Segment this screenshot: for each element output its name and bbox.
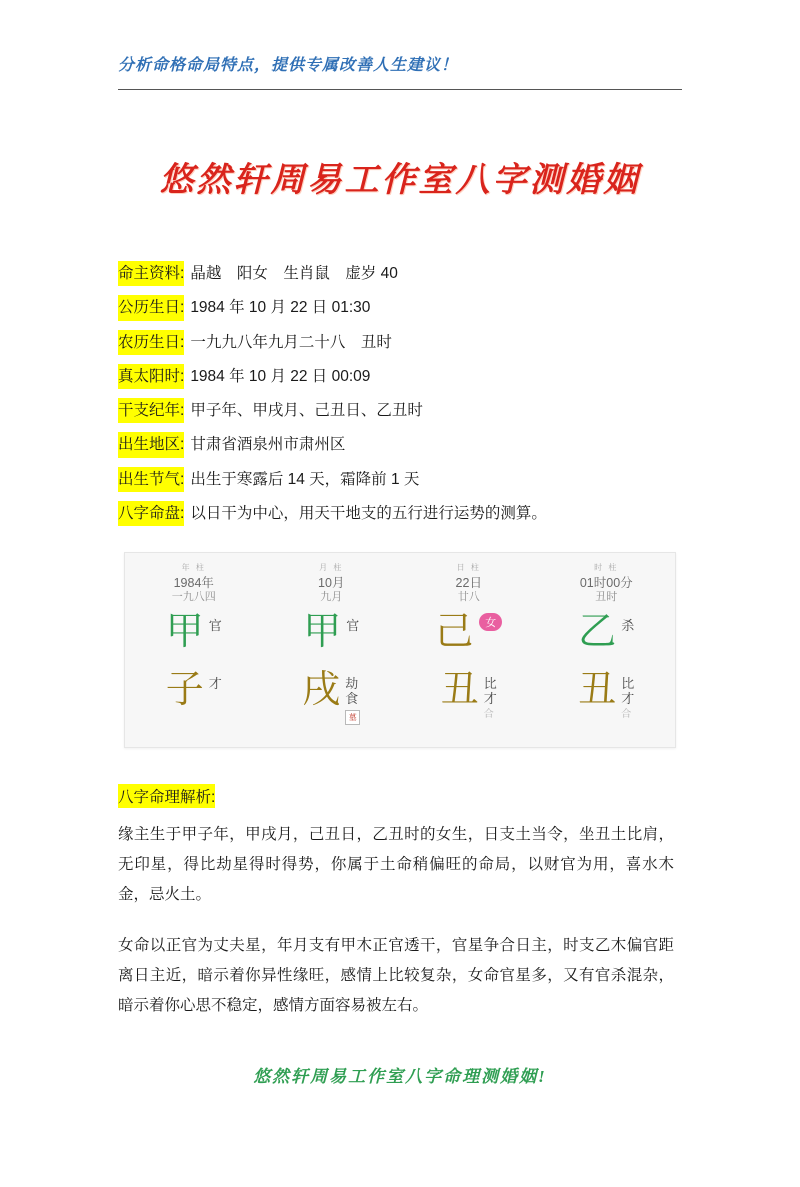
- stem-glyph: 甲: [165, 610, 204, 653]
- pillar-date: [318, 576, 344, 605]
- info-row: [118, 501, 688, 526]
- info-row: [118, 364, 688, 389]
- pillar-date-main: 1984年: [173, 575, 214, 590]
- info-value: 晶越 阳女 生肖鼠 虚岁 40: [190, 265, 398, 282]
- title-area: [0, 152, 800, 201]
- branch-tags: [484, 671, 497, 720]
- branch-tag: 食: [345, 690, 359, 706]
- branch-glyph: 子: [165, 668, 204, 711]
- info-label: 干支纪年:: [118, 398, 184, 423]
- info-value: 甘肃省酒泉州市肃州区: [190, 436, 346, 454]
- stem-tag: 杀: [621, 617, 635, 633]
- pillar-hour: [538, 553, 676, 747]
- pillar-branch-row: [440, 668, 497, 721]
- header-tagline: 分析命格命局特点，提供专属改善人生建议！: [118, 57, 459, 74]
- pillar-stem-row: [165, 610, 222, 663]
- branch-tag: 才: [208, 675, 222, 691]
- stem-glyph: 甲: [303, 610, 342, 653]
- info-row: [118, 398, 688, 423]
- branch-glyph: 戌: [302, 668, 341, 711]
- info-label: 真太阳时:: [118, 364, 184, 389]
- branch-note: 合: [621, 708, 632, 720]
- pillar-caption: 年 柱: [181, 563, 206, 572]
- info-row: [118, 295, 688, 320]
- branch-box: 墓: [345, 710, 360, 725]
- pillar-date-sub: 廿八: [457, 591, 480, 604]
- pillar-caption: 日 柱: [456, 563, 481, 572]
- page-title: 悠然轩周易工作室八字测婚姻: [159, 162, 641, 199]
- pillar-caption: 时 柱: [594, 563, 619, 572]
- header-divider: [118, 89, 682, 90]
- branch-glyph: 丑: [440, 668, 479, 711]
- bazi-chart-panel: [124, 552, 676, 748]
- info-label: 出生节气:: [118, 467, 184, 492]
- pillar-date-sub: 九月: [320, 591, 343, 604]
- pillar-caption: 月 柱: [319, 563, 344, 572]
- info-label: 八字命盘:: [118, 501, 184, 526]
- pillar-branch-row: [578, 668, 635, 721]
- analysis-paragraph: 缘主生于甲子年，甲戌月，己丑日，乙丑时的女生，日支土当令，坐丑土比肩，无印星，得比劫星得时得势，你属于土命稍偏旺的命局，以财官为用，喜水木金，忌火土。: [118, 826, 674, 904]
- info-value: 一九九八年九月二十八 丑时: [190, 333, 392, 351]
- gender-badge: 女: [479, 613, 502, 631]
- pillar-stem-row: [578, 610, 635, 663]
- info-row: [118, 432, 688, 457]
- pillar-branch-row: [302, 668, 360, 722]
- footer-area: [0, 1062, 800, 1087]
- pillar-date: [580, 576, 633, 605]
- pillar-year: [125, 553, 263, 747]
- info-value: 1984 年 10 月 22 日 00:09: [190, 367, 371, 385]
- pillar-date-main: 01时00分: [579, 575, 633, 590]
- pillar-day: [400, 553, 538, 747]
- stem-glyph: 己: [435, 610, 474, 653]
- info-label: 农历生日:: [118, 330, 184, 355]
- info-row: [118, 467, 688, 492]
- info-row: [118, 330, 688, 355]
- analysis-section-title: 八字命理解析:: [118, 784, 215, 808]
- pillar-stem-row: [303, 610, 360, 663]
- stem-tag: 官: [208, 617, 222, 633]
- branch-tags: [345, 671, 360, 725]
- branch-tags: [209, 671, 222, 692]
- info-value: 1984 年 10 月 22 日 01:30: [190, 299, 371, 317]
- info-label: 命主资料:: [118, 261, 184, 286]
- document-page: [0, 52, 800, 1187]
- pillar-stem-row: [435, 610, 502, 663]
- pillar-date-main: 10月: [318, 575, 345, 590]
- info-value: 出生于寒露后 14 天，霜降前 1 天: [190, 470, 420, 488]
- branch-tag: 比: [621, 675, 635, 691]
- info-label: 公历生日:: [118, 295, 184, 320]
- info-value: 甲子年、甲戌月、己丑日、乙丑时: [190, 402, 423, 419]
- info-label: 出生地区:: [118, 432, 184, 457]
- branch-note: 合: [483, 708, 494, 720]
- pillar-date: [456, 576, 482, 605]
- pillar-date-main: 22日: [455, 575, 482, 590]
- info-row: [118, 261, 688, 286]
- header-tagline-area: [0, 52, 800, 75]
- pillar-month: [263, 553, 401, 747]
- analysis-paragraph: 女命以正官为丈夫星，年月支有甲木正官透干，官星争合日主，时支乙木偏官距离日主近，暗示着你异性缘旺，感情上比较复杂，女命官星多，又有官杀混杂，暗示着你心思不稳定，感情方面容易被左右。: [118, 936, 674, 1015]
- pillar-branch-row: [165, 668, 222, 721]
- pillar-date-sub: 丑时: [595, 591, 618, 604]
- info-value: 以日干为中心，用天干地支的五行进行运势的测算。: [190, 504, 547, 522]
- branch-glyph: 丑: [578, 668, 617, 711]
- footer-signature: 悠然轩周易工作室八字命理测婚姻!: [253, 1067, 547, 1086]
- branch-tag: 才: [621, 690, 635, 706]
- analysis-section: [118, 784, 674, 1021]
- stem-tags: [621, 613, 634, 634]
- branch-tag: 才: [483, 690, 497, 706]
- native-info-block: [118, 261, 688, 526]
- stem-tags: [209, 613, 222, 634]
- branch-tag: 比: [483, 675, 497, 691]
- pillar-date-sub: 一九八四: [171, 591, 216, 604]
- pillar-date: [172, 576, 216, 605]
- branch-tag: 劫: [345, 675, 359, 691]
- stem-glyph: 乙: [578, 610, 617, 653]
- stem-tags: [346, 613, 359, 634]
- stem-tag: 官: [346, 617, 360, 633]
- branch-tags: [621, 671, 634, 720]
